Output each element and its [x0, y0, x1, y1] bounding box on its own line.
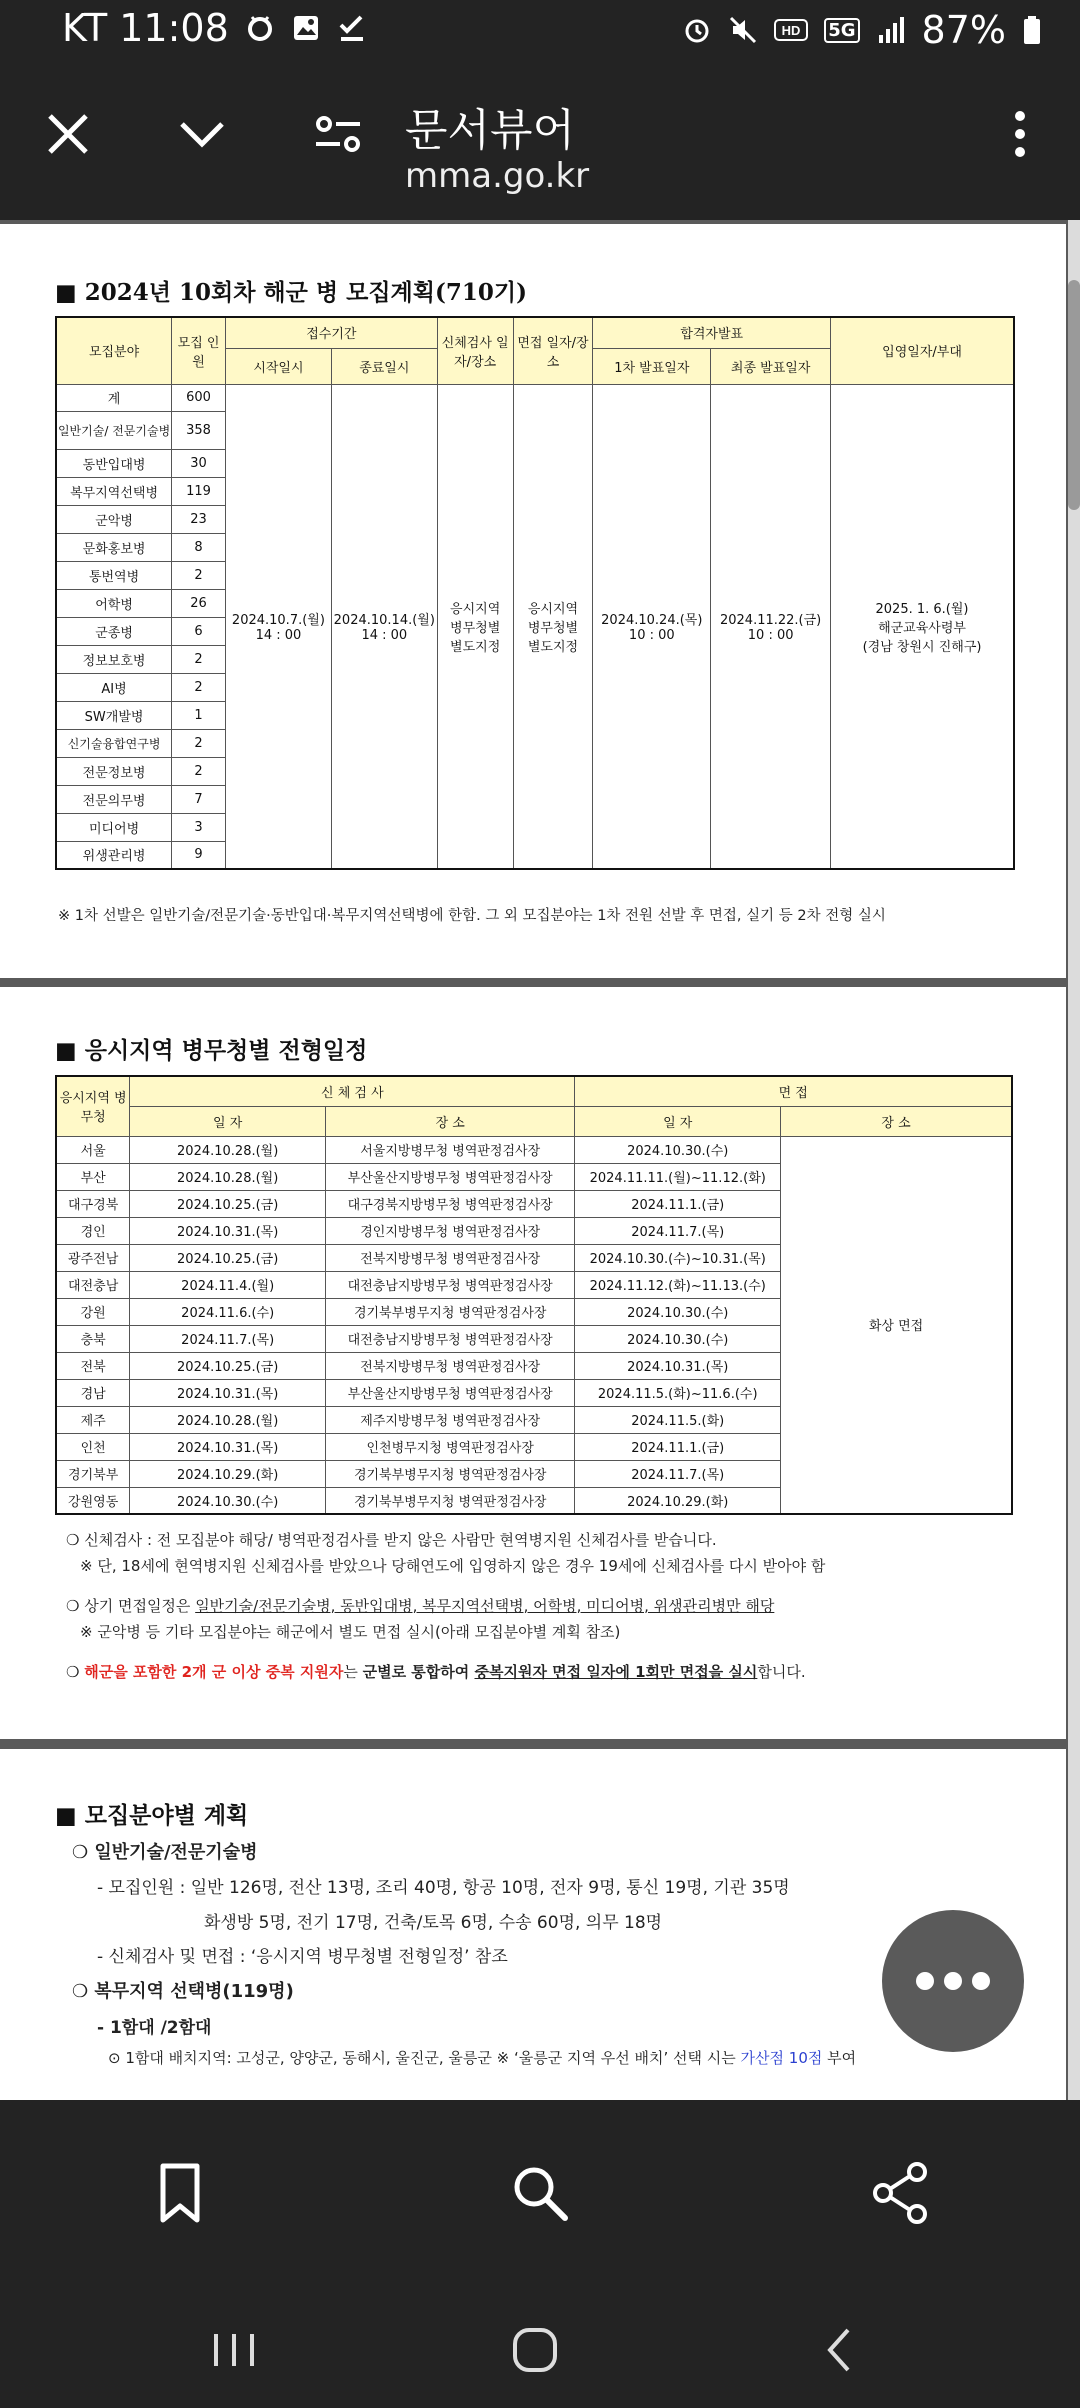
physical-place-cell: 대전충남지방병무청 병역판정검사장 [326, 1271, 575, 1298]
mute-icon [728, 15, 758, 45]
general-tech-count-line2: 화생방 5명, 전기 17명, 건축/토목 6명, 수송 60명, 의무 18명 [204, 1913, 663, 1933]
row-field: 정보보호병 [56, 645, 172, 673]
interview-date-cell: 2024.11.5.(화)~11.6.(수) [575, 1379, 781, 1406]
recent-apps-icon[interactable] [204, 2320, 264, 2380]
section-title-field-plan: ■ 모집분야별 계획 [55, 1803, 249, 1829]
interview-date-cell: 2024.10.30.(수) [575, 1136, 781, 1163]
region-cell: 경인 [56, 1217, 130, 1244]
row-count: 8 [172, 533, 226, 561]
row-count: 23 [172, 505, 226, 533]
dot-icon [972, 1972, 990, 1990]
svg-text:HD: HD [781, 23, 801, 38]
region-cell: 강원 [56, 1298, 130, 1325]
header-announce: 합격자발표 [593, 317, 831, 348]
region-cell: 대구경북 [56, 1190, 130, 1217]
interview-date-cell: 2024.11.1.(금) [575, 1433, 781, 1460]
header-reception: 접수기간 [226, 317, 438, 348]
physical-place-cell: 부산울산지방병무청 병역판정검사장 [326, 1163, 575, 1190]
row-count: 2 [172, 645, 226, 673]
physical-place-cell: 대구경북지방병무청 병역판정검사장 [326, 1190, 575, 1217]
row-count: 2 [172, 757, 226, 785]
interview-date-cell: 2024.10.29.(화) [575, 1487, 781, 1514]
header-physical-date: 일 자 [130, 1106, 326, 1136]
row-field: 위생관리병 [56, 841, 172, 869]
header-end: 종료일시 [331, 348, 437, 384]
back-icon[interactable] [810, 2320, 870, 2380]
header-physical-exam: 신 체 검 사 [130, 1076, 575, 1106]
battery-percent: 87% [921, 8, 1006, 52]
region-cell: 충북 [56, 1325, 130, 1352]
header-interview-place: 장 소 [781, 1106, 1012, 1136]
row-count: 26 [172, 589, 226, 617]
task-done-icon [337, 13, 367, 43]
interview-date-cell: 2024.10.31.(목) [575, 1352, 781, 1379]
row-field: AI병 [56, 673, 172, 701]
row-field: 전문정보병 [56, 757, 172, 785]
app-notification-icon [245, 13, 275, 43]
physical-date-cell: 2024.10.31.(목) [130, 1217, 326, 1244]
physical-place-cell: 제주지방병무청 병역판정검사장 [326, 1406, 575, 1433]
row-field: 계 [56, 384, 172, 411]
note-physical-exam: ❍ 신체검사 : 전 모집분야 해당/ 병역판정검사를 받지 않은 사람만 현역병지원 신체검사를 받습니다. [66, 1531, 717, 1549]
close-icon[interactable] [38, 104, 98, 164]
fleet-1-regions: ⊙ 1함대 배치지역: 고성군, 양양군, 동해시, 울진군, 울릉군 ※ ‘울릉군 지역 우선 배치’ 선택 시는 가산점 10점 부여 [108, 2049, 857, 2067]
app-url: mma.go.kr [405, 156, 590, 196]
physical-date-cell: 2024.10.25.(금) [130, 1244, 326, 1271]
general-tech-count-line1: - 모집인원 : 일반 126명, 전산 13명, 조리 40명, 항공 10명, 전자 9명, 통신 19명, 기관 35명 [97, 1878, 790, 1898]
home-icon[interactable] [505, 2320, 565, 2380]
recruit-footnote: ※ 1차 선발은 일반기술/전문기술·동반입대·복무지역선택병에 한함. 그 외 모집분야는 1차 전원 선발 후 면접, 실기 등 2차 전형 실시 [58, 908, 886, 924]
physical-date-cell: 2024.11.4.(월) [130, 1271, 326, 1298]
interview-date-cell: 2024.11.5.(화) [575, 1406, 781, 1433]
region-schedule-table [55, 1075, 1013, 1515]
row-count: 600 [172, 384, 226, 411]
physical-date-cell: 2024.10.30.(수) [130, 1487, 326, 1514]
physical-place-cell: 부산울산지방병무청 병역판정검사장 [326, 1379, 575, 1406]
row-count: 2 [172, 561, 226, 589]
row-field: 군악병 [56, 505, 172, 533]
gallery-icon [291, 13, 321, 43]
table-row [56, 1136, 1012, 1163]
row-count: 358 [172, 411, 226, 449]
row-field: 복무지역선택병 [56, 477, 172, 505]
header-start: 시작일시 [226, 348, 332, 384]
status-bar [0, 0, 1080, 64]
first-announce-cell: 2024.10.24.(목) 10 : 00 [593, 384, 711, 869]
row-field: 미디어병 [56, 813, 172, 841]
hd-icon [774, 15, 808, 45]
physical-date-cell: 2024.10.29.(화) [130, 1460, 326, 1487]
header-physical-place: 장 소 [326, 1106, 575, 1136]
section-title-region-schedule: ■ 응시지역 병무청별 전형일정 [55, 1037, 368, 1064]
recruit-plan-table [55, 316, 1015, 870]
document-page-2 [0, 987, 1066, 1739]
more-options-icon[interactable] [990, 104, 1050, 164]
search-icon[interactable] [505, 2158, 575, 2228]
chevron-down-icon[interactable] [172, 104, 232, 164]
row-count: 3 [172, 813, 226, 841]
bookmark-icon[interactable] [145, 2158, 215, 2228]
physical-place-cell: 경인지방병무청 병역판정검사장 [326, 1217, 575, 1244]
physical-date-cell: 2024.10.31.(목) [130, 1379, 326, 1406]
note-duplicate-applicants: ❍ 해군을 포함한 2개 군 이상 중복 지원자는 군별로 통합하여 중복지원자 면접 일자에 1회만 면접을 실시합니다. [66, 1663, 806, 1681]
physical-place-cell: 경기북부병무지청 병역판정검사장 [326, 1460, 575, 1487]
header-count: 모집 인원 [172, 317, 226, 384]
enlist-cell: 2025. 1. 6.(월) 해군교육사령부 (경남 창원시 진해구) [831, 384, 1014, 869]
section-title-recruit-plan: ■ 2024년 10회차 해군 병 모집계획(710기) [55, 279, 527, 306]
end-cell: 2024.10.14.(월) 14 : 00 [331, 384, 437, 869]
document-scroll-thumb[interactable] [1068, 280, 1080, 510]
interview-date-cell: 2024.11.12.(화)~11.13.(수) [575, 1271, 781, 1298]
document-page-3 [0, 1749, 1066, 2100]
row-field: 동반입대병 [56, 449, 172, 477]
note-interview-schedule-sub: ※ 군악병 등 기타 모집분야는 해군에서 별도 면접 실시(아래 모집분야별 계획 참조) [80, 1623, 621, 1641]
sub-general-tech: ❍ 일반기술/전문기술병 [72, 1842, 258, 1863]
physical-date-cell: 2024.10.25.(금) [130, 1190, 326, 1217]
alarm-icon [682, 15, 712, 45]
physical-place-cell: 서울지방병무청 병역판정검사장 [326, 1136, 575, 1163]
physical-place-cell: 경기북부병무지청 병역판정검사장 [326, 1487, 575, 1514]
header-interview: 면 접 [575, 1076, 1012, 1106]
physical-place-cell: 전북지방병무청 병역판정검사장 [326, 1244, 575, 1271]
physical-place-cell: 전북지방병무청 병역판정검사장 [326, 1352, 575, 1379]
general-tech-exam-line: - 신체검사 및 면접 : ‘응시지역 병무청별 전형일정’ 참조 [97, 1947, 508, 1967]
row-count: 2 [172, 673, 226, 701]
physical-date-cell: 2024.11.7.(목) [130, 1325, 326, 1352]
physical-place-cell: 대전충남지방병무청 병역판정검사장 [326, 1325, 575, 1352]
region-cell: 전북 [56, 1352, 130, 1379]
header-region: 응시지역 병무청 [56, 1076, 130, 1136]
row-field: 어학병 [56, 589, 172, 617]
row-count: 9 [172, 841, 226, 869]
interview-place-cell: 응시지역 병무청별 별도지정 [513, 384, 593, 869]
row-count: 2 [172, 729, 226, 757]
document-viewer[interactable] [0, 220, 1068, 2100]
dot-icon [944, 1972, 962, 1990]
interview-date-cell: 2024.11.7.(목) [575, 1217, 781, 1244]
interview-place-cell: 화상 면접 [781, 1136, 1012, 1514]
interview-date-cell: 2024.10.30.(수) [575, 1325, 781, 1352]
header-first: 1차 발표일자 [593, 348, 711, 384]
header-field: 모집분야 [56, 317, 172, 384]
row-count: 119 [172, 477, 226, 505]
physical-date-cell: 2024.11.6.(수) [130, 1298, 326, 1325]
physical-place-cell: 경기북부병무지청 병역판정검사장 [326, 1298, 575, 1325]
region-cell: 제주 [56, 1406, 130, 1433]
interview-date-cell: 2024.11.11.(월)~11.12.(화) [575, 1163, 781, 1190]
note-physical-exam-sub: ※ 단, 18세에 현역병지원 신체검사를 받았으나 당해연도에 입영하지 않은 경우 19세에 신체검사를 다시 받아야 함 [80, 1557, 826, 1575]
dot-icon [916, 1972, 934, 1990]
row-field: 신기술융합연구병 [56, 729, 172, 757]
row-field: SW개발병 [56, 701, 172, 729]
site-settings-icon[interactable] [308, 104, 368, 164]
signal-icon [876, 15, 906, 45]
sub-region-select: ❍ 복무지역 선택병(119명) [72, 1981, 294, 2002]
region-cell: 경기북부 [56, 1460, 130, 1487]
network-type: 5G [824, 18, 859, 43]
physical-date-cell: 2024.10.28.(월) [130, 1136, 326, 1163]
header-physical: 신체검사 일자/장소 [437, 317, 513, 384]
physical-date-cell: 2024.10.28.(월) [130, 1163, 326, 1190]
start-cell: 2024.10.7.(월) 14 : 00 [226, 384, 332, 869]
app-bar [0, 64, 1080, 220]
share-icon[interactable] [865, 2158, 935, 2228]
region-cell: 강원영동 [56, 1487, 130, 1514]
interview-date-cell: 2024.11.7.(목) [575, 1460, 781, 1487]
carrier-time: KT 11:08 [62, 6, 229, 50]
document-page-1 [0, 224, 1066, 978]
region-cell: 부산 [56, 1163, 130, 1190]
row-field: 통번역병 [56, 561, 172, 589]
header-interview: 면접 일자/장소 [513, 317, 593, 384]
region-cell: 대전충남 [56, 1271, 130, 1298]
physical-place-cell: 응시지역 병무청별 별도지정 [437, 384, 513, 869]
final-announce-cell: 2024.11.22.(금) 10 : 00 [711, 384, 831, 869]
row-field: 일반기술/ 전문기술병 [56, 411, 172, 449]
more-actions-fab[interactable] [882, 1910, 1024, 2052]
bottom-toolbar [0, 2100, 1080, 2290]
note-interview-schedule: ❍ 상기 면접일정은 일반기술/전문기술병, 동반입대병, 복무지역선택병, 어학병, 미디어병, 위생관리병만 해당 [66, 1597, 775, 1615]
app-title: 문서뷰어 [405, 105, 576, 156]
row-count: 1 [172, 701, 226, 729]
region-cell: 서울 [56, 1136, 130, 1163]
row-field: 전문의무병 [56, 785, 172, 813]
physical-date-cell: 2024.10.25.(금) [130, 1352, 326, 1379]
row-field: 문화홍보병 [56, 533, 172, 561]
row-count: 6 [172, 617, 226, 645]
header-final: 최종 발표일자 [711, 348, 831, 384]
region-cell: 경남 [56, 1379, 130, 1406]
interview-date-cell: 2024.10.30.(수)~10.31.(목) [575, 1244, 781, 1271]
row-count: 30 [172, 449, 226, 477]
physical-date-cell: 2024.10.28.(월) [130, 1406, 326, 1433]
region-cell: 광주전남 [56, 1244, 130, 1271]
physical-date-cell: 2024.10.31.(목) [130, 1433, 326, 1460]
interview-date-cell: 2024.11.1.(금) [575, 1190, 781, 1217]
system-nav-bar [0, 2290, 1080, 2408]
header-enlist: 입영일자/부대 [831, 317, 1014, 384]
physical-place-cell: 인천병무지청 병역판정검사장 [326, 1433, 575, 1460]
row-count: 7 [172, 785, 226, 813]
header-interview-date: 일 자 [575, 1106, 781, 1136]
interview-date-cell: 2024.10.30.(수) [575, 1298, 781, 1325]
sub-fleet: - 1함대 /2함대 [97, 2018, 212, 2038]
region-cell: 인천 [56, 1433, 130, 1460]
row-field: 군종병 [56, 617, 172, 645]
battery-icon [1022, 15, 1042, 45]
